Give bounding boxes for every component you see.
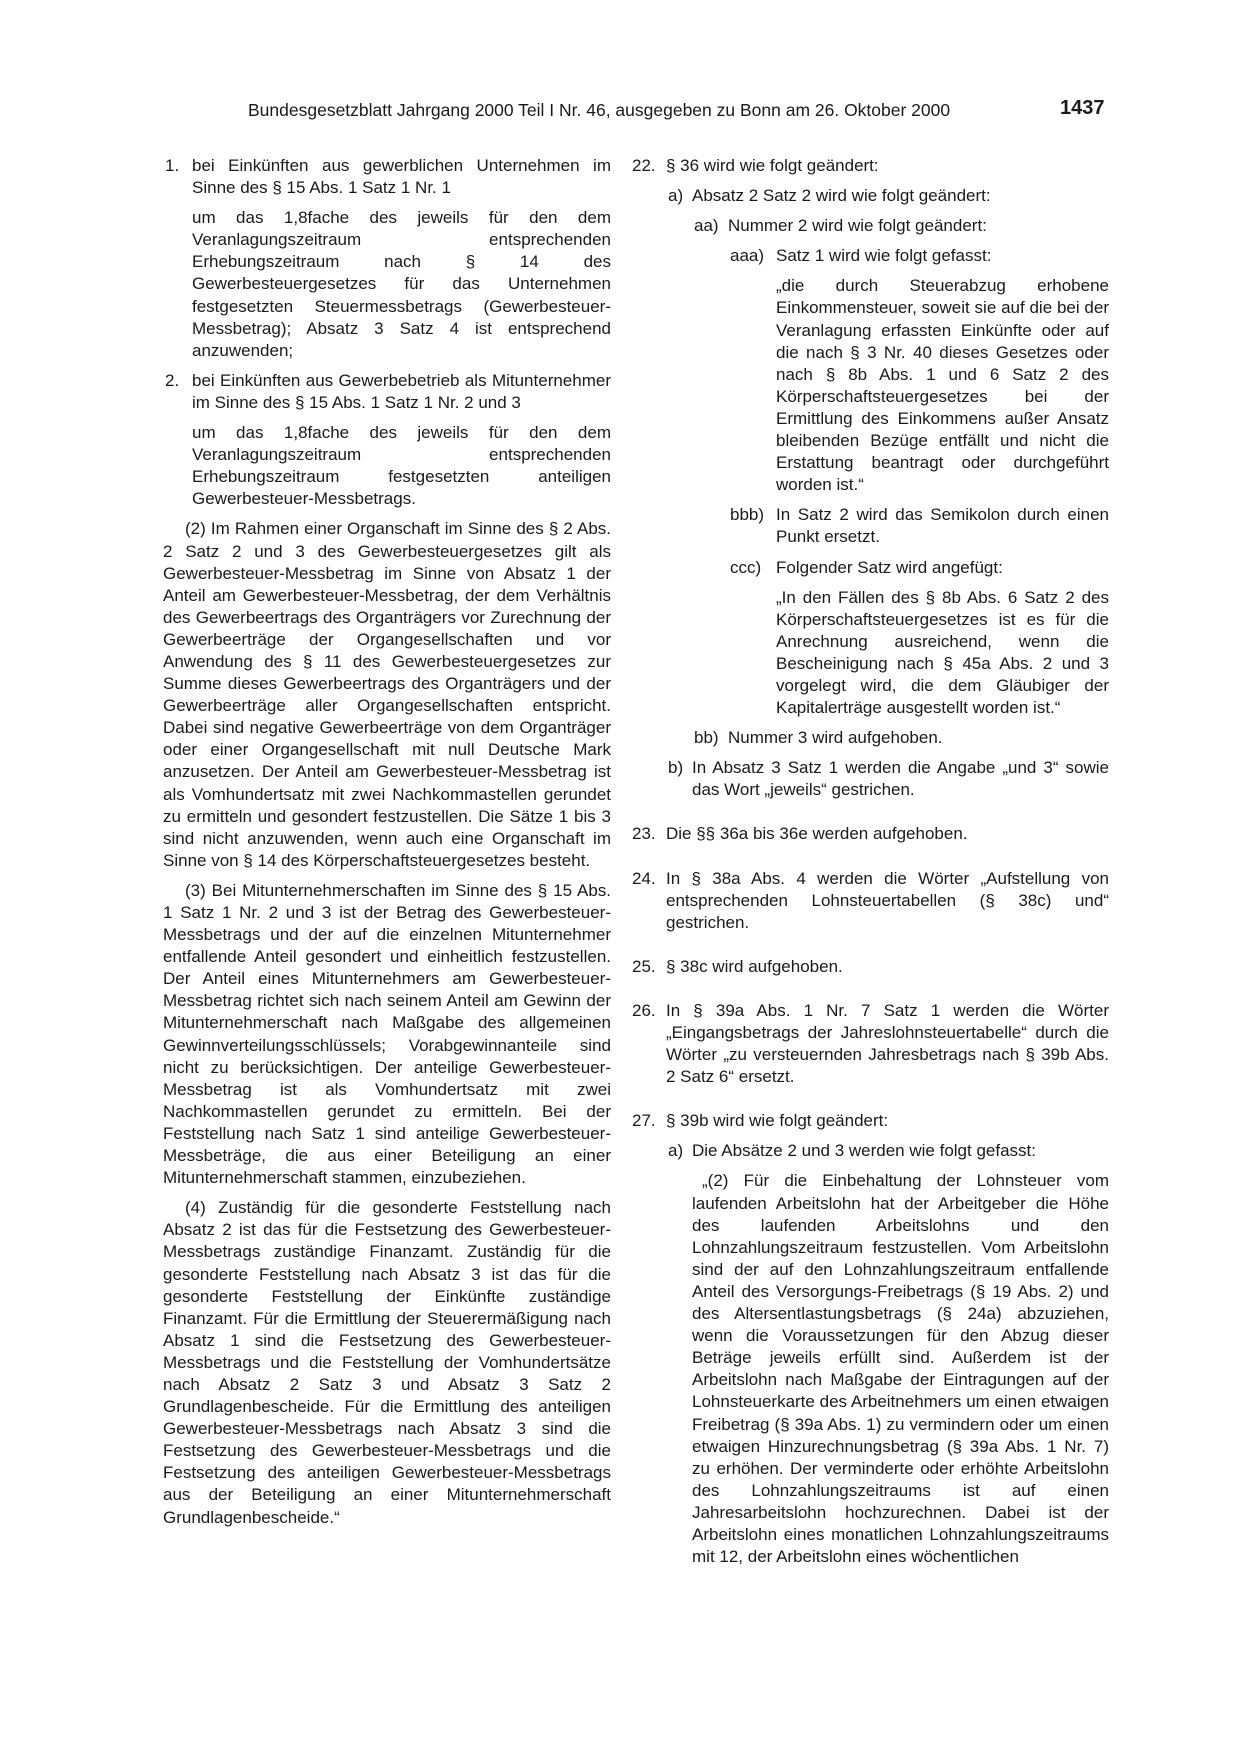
paragraph-4: (4) Zuständig für die gesonderte Feststellung nach Absatz 2 ist das für die Festsetzung des Gewerbesteuer-Messbetrags zuständige Finanzamt. Zuständig für die gesonderte Feststellung nach Absatz 3 ist das für die gesonderte Feststellung der Einkünfte zuständige Finanzamt. Für die Ermittlung der Steuerermäßigung nach Absatz 1 sind die Festsetzung des Gewerbesteuer-Messbetrags und die Feststellung der Vomhundertsätze nach Absatz 2 Satz 3 und Absatz 3 Satz 2 Grundlagenbescheide. Für die Ermittlung des anteiligen Gewerbesteuer-Messbetrags nach Absatz 3 sind die Festsetzung des Gewerbesteuer-Messbetrags und die Festsetzung des anteiligen Gewerbesteuer-Messbetrags aus der Beteiligung an einer Mitunternehmerschaft Grundlagenbescheide.“	[163, 1198, 611, 1527]
list-item-27a	[632, 1140, 1109, 1162]
item-text: In Absatz 3 Satz 1 werden die Angabe „und 3“ sowie das Wort „jeweils“ gestrichen.	[692, 758, 1109, 800]
list-item-26	[632, 1000, 1109, 1088]
list-item-27	[632, 1110, 1109, 1132]
quoted-text: „die durch Steuerabzug erhobene Einkommensteuer, soweit sie auf die bei der Veranlagung erfassten Einkünfte oder auf die nach § 3 Nr. 40 dieses Gesetzes oder nach § 8b Abs. 1 und 6 Satz 2 des Körperschaftsteuergesetzes bei der Ermittlung des Einkommens außer Ansatz bleibenden Bezüge entfällt und nicht die Erstattung beantragt oder durchgeführt worden ist.“	[776, 276, 1109, 495]
right-column	[632, 155, 1109, 1568]
item-label: aa)	[694, 216, 719, 236]
item-text: In Satz 2 wird das Semikolon durch einen Punkt ersetzt.	[776, 505, 1109, 547]
item-label: 26.	[632, 1000, 656, 1020]
list-item-22a-bb	[632, 727, 1109, 749]
item-text: Die Absätze 2 und 3 werden wie folgt gefasst:	[692, 1141, 1036, 1161]
list-item-24	[632, 868, 1109, 934]
item-label: bb)	[694, 728, 719, 748]
list-item-22a-aa-aaa	[632, 245, 1109, 267]
paragraph-2: (2) Im Rahmen einer Organschaft im Sinne des § 2 Abs. 2 Satz 2 und 3 des Gewerbesteuergesetzes gilt als Gewerbesteuer-Messbetrag im Sinne von Absatz 1 der Anteil am Gewerbesteuer-Messbetrag, der dem Verhältnis des Gewerbeertrags des Organträgers vor Zurechnung der Gewerbeerträge der Organgesellschaften und vor Anwendung des § 11 des Gewerbesteuergesetzes zur Summe dieses Gewerbeertrags des Organträgers und der Gewerbeerträge aller Organgesellschaften entspricht. Dabei sind negative Gewerbeerträge von dem Organträger oder einer Organgesellschaft mit null Deutsche Mark anzusetzen. Der Anteil am Gewerbesteuer-Messbetrag ist als Vomhundertsatz mit zwei Nachkommastellen gerundet zu ermitteln und gesondert festzustellen. Die Sätze 1 bis 3 sind nicht anzuwenden, wenn auch eine Organschaft im Sinne von § 14 des Körperschaftsteuergesetzes besteht.	[163, 519, 611, 870]
item-label: 27.	[632, 1111, 656, 1131]
item-text: § 36 wird wie folgt geändert:	[666, 156, 879, 175]
item-continuation: um das 1,8fache des jeweils für den dem Veranlagungszeitraum entsprechenden Erhebungszeitraum festgesetzten anteiligen Gewerbesteuer-Messbetrags.	[192, 423, 611, 509]
item-text: § 39b wird wie folgt geändert:	[666, 1111, 889, 1131]
quoted-text: „(2) Für die Einbehaltung der Lohnsteuer vom laufenden Arbeitslohn hat der Arbeitgeber die Höhe des laufenden Arbeitslohns und den Lohnzahlungszeitraum festzustellen. Vom Arbeitslohn sind der auf den Lohnzahlungszeitraum entfallende Anteil des Versorgungs-Freibetrags (§ 19 Abs. 2) und des Altersentlastungsbetrags (§ 24a) abzuziehen, wenn die Voraussetzungen für den Abzug dieser Beträge jeweils erfüllt sind. Außerdem ist der Arbeitslohn nach Maßgabe der Eintragungen auf der Lohnsteuerkarte des Arbeitnehmers um einen etwaigen Freibetrag (§ 39a Abs. 1) zu vermindern oder um einen etwaigen Hinzurechnungsbetrag (§ 39a Abs. 1 Nr. 7) zu erhöhen. Der verminderte oder erhöhte Arbeitslohn des Lohnzahlungszeitraums ist auf einen Jahresarbeitslohn hochzurechnen. Dabei ist der Arbeitslohn eines monatlichen Lohnzahlungszeitraums mit 12, der Arbeitslohn eines wöchentlichen	[692, 1171, 1109, 1567]
item-text: In § 38a Abs. 4 werden die Wörter „Aufstellung von entsprechenden Lohnsteuertabellen (§ 38c) und“ gestrichen.	[666, 868, 1109, 932]
item-text: § 38c wird aufgehoben.	[666, 956, 843, 976]
item-label: 1.	[165, 156, 180, 175]
item-text: bei Einkünften aus gewerblichen Unternehmen im Sinne des § 15 Abs. 1 Satz 1 Nr. 1	[192, 156, 611, 198]
quote-ccc	[632, 587, 1109, 720]
item-label: a)	[668, 186, 684, 206]
paragraph-3: (3) Bei Mitunternehmerschaften im Sinne des § 15 Abs. 1 Satz 1 Nr. 2 und 3 ist der Betrag des Gewerbesteuer-Messbetrags und der auf die einzelnen Mitunternehmer entfallende Anteil gesondert und einheitlich festzustellen. Der Anteil eines Mitunternehmers am Gewerbesteuer-Messbetrag richtet sich nach seinem Anteil am Gewinn der Mitunternehmerschaft nach Maßgabe des allgemeinen Gewinnverteilungsschlüssels; Vorabgewinnanteile sind nicht zu berücksichtigen. Der anteilige Gewerbesteuer-Messbetrag ist als Vomhundertsatz mit zwei Nachkommastellen gerundet zu ermitteln. Bei der Feststellung nach Satz 1 sind anteilige Gewerbesteuer-Messbeträge, die aus einer Beteiligung an einer Mitunternehmerschaft stammen, einzubeziehen.	[163, 880, 611, 1188]
quoted-text: „In den Fällen des § 8b Abs. 6 Satz 2 des Körperschaftsteuergesetzes ist es für die Anrechnung ausreichend, wenn die Bescheinigung nach § 45a Abs. 2 und 3 vorgelegt wird, die dem Gläubiger der Kapitalerträge ausgestellt worden ist.“	[776, 587, 1109, 718]
item-label: 25.	[632, 956, 656, 976]
item-text: Satz 1 wird wie folgt gefasst:	[776, 246, 992, 266]
page-number: 1437	[1060, 97, 1105, 119]
quote-27a	[632, 1170, 1109, 1568]
running-head: Bundesgesetzblatt Jahrgang 2000 Teil I Nr. 46, ausgegeben zu Bonn am 26. Oktober 2000	[248, 100, 951, 120]
list-item-23	[632, 823, 1109, 845]
quote-aaa	[632, 275, 1109, 496]
item-text: Nummer 2 wird wie folgt geändert:	[728, 216, 987, 236]
item-text: Folgender Satz wird angefügt:	[776, 557, 1003, 577]
item-label: 24.	[632, 868, 656, 888]
item-text: Nummer 3 wird aufgehoben.	[728, 728, 943, 748]
item-label: a)	[668, 1141, 684, 1161]
page-header	[0, 96, 1240, 126]
left-column	[163, 155, 611, 1529]
item-text: Die §§ 36a bis 36e werden aufgehoben.	[666, 824, 968, 844]
list-item-1	[163, 155, 611, 199]
list-item-22a-aa	[632, 215, 1109, 237]
list-item-22b	[632, 757, 1109, 801]
item-text: In § 39a Abs. 1 Nr. 7 Satz 1 werden die Wörter „Eingangsbetrags der Jahreslohnsteuertabelle“ durch die Wörter „zu versteuernden Jahresbetrags nach § 39b Abs. 2 Satz 6“ ersetzt.	[666, 1000, 1109, 1087]
item-label: 2.	[165, 370, 180, 390]
list-item-22a	[632, 185, 1109, 207]
item-label: aaa)	[730, 246, 765, 266]
list-item-22a-aa-bbb	[632, 504, 1109, 548]
list-item-2	[163, 370, 611, 414]
list-item-1-continuation	[163, 207, 611, 362]
list-item-2-continuation	[163, 422, 611, 510]
item-label: b)	[668, 758, 684, 778]
item-continuation: um das 1,8fache des jeweils für den dem Veranlagungszeitraum entsprechenden Erhebungszeitraum nach § 14 des Gewerbesteuergesetzes für das Unternehmen festgesetzten Steuermessbetrags (Gewerbesteuer-Messbetrag); Absatz 3 Satz 4 ist entsprechend anzuwenden;	[192, 208, 611, 360]
item-text: Absatz 2 Satz 2 wird wie folgt geändert:	[692, 186, 991, 206]
item-label: ccc)	[730, 557, 762, 577]
item-label: bbb)	[730, 505, 765, 525]
item-text: bei Einkünften aus Gewerbebetrieb als Mitunternehmer im Sinne des § 15 Abs. 1 Satz 1 Nr. 2 und 3	[192, 370, 611, 412]
item-label: 22.	[632, 156, 656, 175]
item-label: 23.	[632, 824, 656, 844]
list-item-22	[632, 155, 1109, 177]
list-item-22a-aa-ccc	[632, 557, 1109, 579]
list-item-25	[632, 956, 1109, 978]
